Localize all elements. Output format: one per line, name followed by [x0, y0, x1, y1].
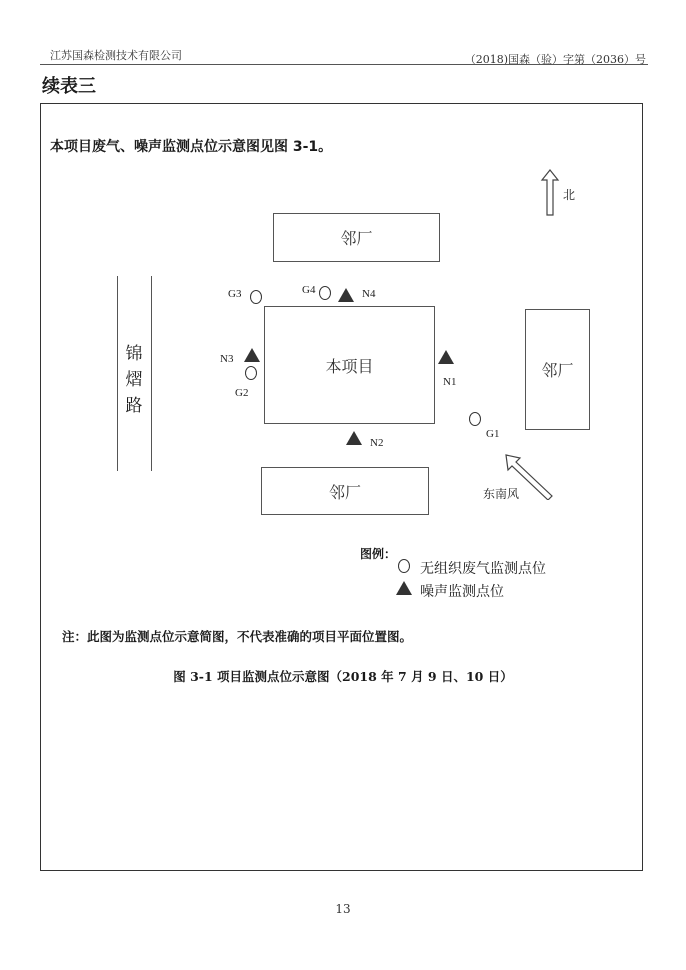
- point-g1-label: G1: [486, 428, 500, 440]
- point-g3-marker: [250, 290, 262, 304]
- road-label-char-3: 路: [125, 396, 143, 416]
- point-g4-label: G4: [302, 284, 316, 296]
- report-number: （2018)国森（验）字第（2036）号: [464, 53, 646, 66]
- legend-title: 图例：: [360, 547, 397, 561]
- figure-note: 注：此图为监测点位示意简图，不代表准确的项目平面位置图。: [62, 629, 413, 644]
- point-n3-label: N3: [220, 353, 234, 365]
- legend-circle-icon: [398, 559, 410, 573]
- wind-label: 东南风: [483, 487, 520, 501]
- neighbor-factory-right: 邻厂: [525, 309, 590, 430]
- road-label-char-2: 熠: [125, 370, 143, 390]
- point-n1-label: N1: [443, 376, 457, 388]
- point-n3-marker: [244, 348, 260, 362]
- company-name: 江苏国森检测技术有限公司: [50, 49, 182, 62]
- point-n2-label: N2: [370, 437, 384, 449]
- point-g1-marker: [469, 412, 481, 426]
- point-g3-label: G3: [228, 288, 242, 300]
- header-divider: [40, 64, 648, 65]
- point-n1-marker: [438, 350, 454, 364]
- point-n4-marker: [338, 288, 354, 302]
- page-number: 13: [335, 902, 351, 916]
- project-site: 本项目: [264, 306, 435, 424]
- neighbor-factory-top: 邻厂: [273, 213, 440, 262]
- point-n4-label: N4: [362, 288, 376, 300]
- point-g2-marker: [245, 366, 257, 380]
- road-edge-right: [151, 276, 152, 471]
- point-g4-marker: [319, 286, 331, 300]
- legend-triangle-icon: [396, 581, 412, 595]
- road-label-char-1: 锦: [125, 344, 143, 364]
- intro-text: 本项目废气、噪声监测点位示意图见图 3-1。: [50, 139, 333, 155]
- road-label: [122, 341, 146, 419]
- legend-item-noise-label: 噪声监测点位: [420, 584, 504, 600]
- point-g2-label: G2: [235, 387, 249, 399]
- figure-caption: 图 3-1 项目监测点位示意图（2018 年 7 月 9 日、10 日）: [173, 669, 513, 684]
- road-edge-left: [117, 276, 118, 471]
- section-title: 续表三: [42, 76, 96, 97]
- neighbor-factory-bottom: 邻厂: [261, 467, 429, 515]
- north-arrow-icon: [540, 168, 560, 218]
- north-label: 北: [563, 188, 576, 202]
- legend-item-gas-label: 无组织废气监测点位: [420, 561, 546, 577]
- point-n2-marker: [346, 431, 362, 445]
